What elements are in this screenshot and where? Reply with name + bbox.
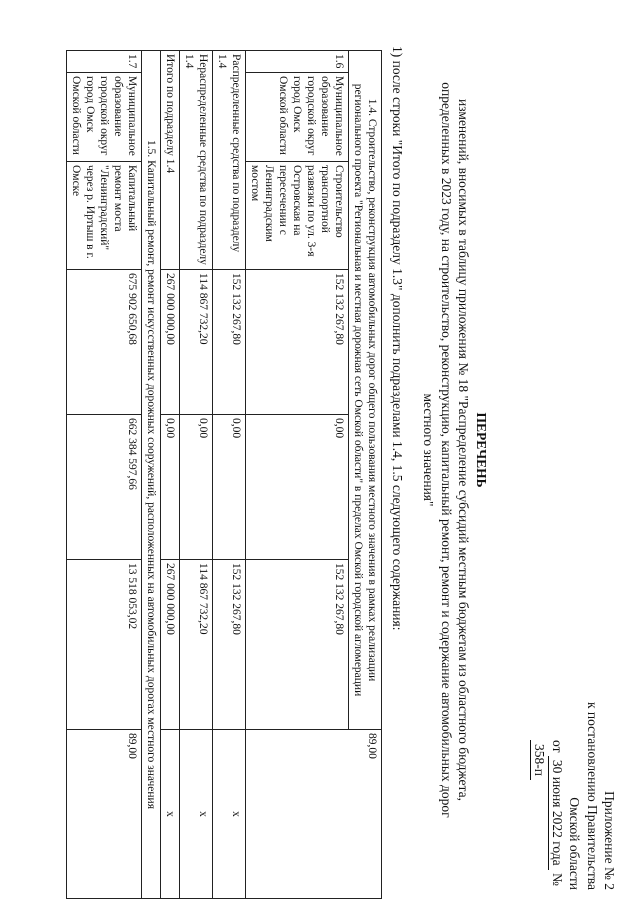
appendix-no-sign: №: [550, 873, 566, 886]
undist-14-local: 0,00: [179, 415, 212, 560]
table-row: [66, 51, 141, 899]
row-16-object: Строительство транспортной развязки по ул. 3-я Островская на пересечении с Ленинградским мостом: [245, 162, 348, 270]
row-17-object: Капитальный ремонт моста "Ленинградский" через р. Иртыш в г. Омске: [66, 162, 141, 270]
row-17-local: 662 384 597,66: [66, 415, 141, 560]
dist-14-local: 0,00: [212, 415, 245, 560]
section-15-title: 1.5. Капитальный ремонт, ремонт искусственных дорожных сооружений, расположенных на автомобильных дорогах местного значения: [141, 51, 160, 899]
appendix-date-line: [530, 700, 567, 890]
undist-14-total: 114 867 732,20: [179, 270, 212, 415]
total-14-local: 0,00: [160, 415, 179, 560]
dist-14-regional: 152 132 267,80: [212, 560, 245, 730]
row-16-total: 152 132 267,80: [245, 270, 348, 415]
undist-14-regional: 114 867 732,20: [179, 560, 212, 730]
section-15-row: [141, 51, 160, 899]
appendix-number: Приложение № 2: [602, 791, 617, 890]
appendix-from: от: [550, 740, 566, 753]
title-text: изменений, вносимых в таблицу приложения № 18 "Распределение субсидий местным бюджетам из областного бюджета, определенных в 2023 году, на строительство, реконструкцию, капитальный ремонт, ремонт и содержание автомобильных дорог местного значения": [421, 82, 472, 818]
row-17-num: 1.7: [66, 51, 141, 73]
title-heading: ПЕРЕЧЕНЬ: [474, 412, 489, 488]
row-16-municipality: Муниципальное образование городской округ город Омск Омской области: [245, 73, 348, 162]
total-14-label: Итого по подразделу 1.4: [160, 51, 179, 270]
appendix-date: 30 июня 2022 года: [548, 756, 566, 870]
dist-14-total: 152 132 267,80: [212, 270, 245, 415]
undist-14-share: x: [179, 730, 212, 899]
undist-14-label: Нераспределенные средства по подразделу 1.4: [179, 51, 212, 270]
row-16-local: 0,00: [245, 415, 348, 560]
row-16-share: 89,00: [245, 730, 381, 899]
subsidy-table: [66, 50, 382, 899]
row-17-regional: 13 518 053,02: [66, 560, 141, 730]
section-14-row: [348, 51, 381, 899]
appendix-number-value: 358-п: [530, 740, 548, 780]
row-16-regional: 152 132 267,80: [245, 560, 348, 730]
total-14-total: 267 000 000,00: [160, 270, 179, 415]
total-14-share: x: [160, 730, 179, 899]
document-title: [420, 60, 490, 840]
row-17-municipality: Муниципальное образование городской округ город Омск Омской области: [66, 73, 141, 162]
dist-14-label: Распределенные средства по подразделу 1.4: [212, 51, 245, 270]
dist-14-share: x: [212, 730, 245, 899]
row-17-share: 89,00: [66, 730, 141, 899]
table-row: [212, 51, 245, 899]
section-14-title: 1.4. Строительство, реконструкция автомобильных дорог общего пользования местного значения в рамках реализации регионального проекта "Региональная и местная дорожная сеть Омской области" в пределах Омской городской агломерации: [348, 51, 381, 730]
appendix-decree: к постановлению Правительства Омской области: [567, 701, 600, 890]
intro-text: 1) после строки "Итого по подразделу 1.3" дополнить подразделами 1.4, 1.5 следующего содержания:: [390, 46, 405, 631]
row-17-total: 675 902 650,68: [66, 270, 141, 415]
appendix-block: [530, 700, 618, 890]
table-row: [160, 51, 179, 899]
row-16-num: 1.6: [245, 51, 348, 73]
table-row: [179, 51, 212, 899]
total-14-regional: 267 000 000,00: [160, 560, 179, 730]
